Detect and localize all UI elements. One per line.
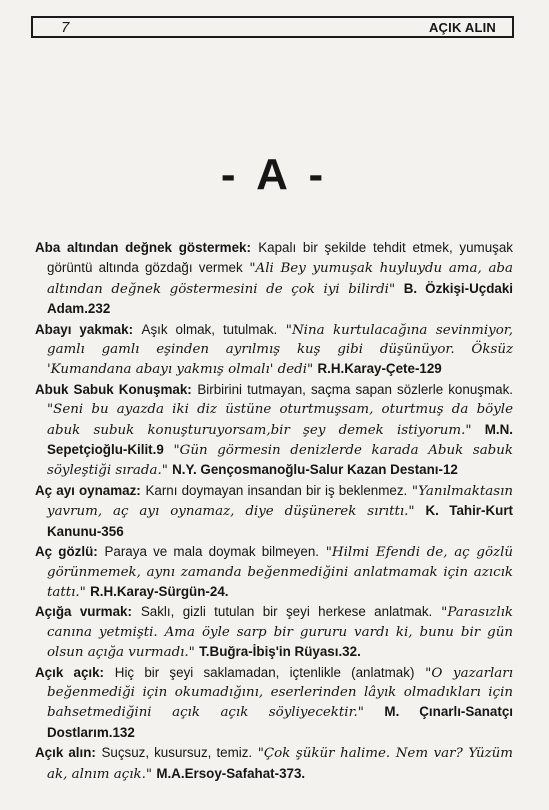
entry-source: M.N. Sepetçioğlu-Kilit.9 [47, 421, 513, 458]
entry [35, 542, 513, 602]
entry-definition: Karnı doymayan insandan bir iş beklenmez. [145, 482, 408, 498]
entry [35, 743, 513, 784]
entry [35, 380, 513, 481]
entry-term: Aç ayı oynamaz: [35, 482, 141, 498]
entry-quote: "Seni bu ayazda iki diz üstüne oturtmuşsam, oturtmuş da böyle abuk subuk konuşturuyorsam,bir şey demek istiyorum." [47, 402, 513, 438]
entry-source: M.A.Ersoy-Safahat-373. [156, 765, 306, 781]
entry-quote: "O yazarları beğenmediği için okumadığını, eserlerinden lâyık olmadıkları için bahsetmediğini açık açık söyliyecektir." [47, 665, 513, 721]
entry-definition: Birbirini tutmayan, saçma sapan sözlerle konuşmak. [197, 381, 513, 397]
entry-definition: Saklı, gizli tutulan bir şeyi herkese anlatmak. [140, 604, 433, 620]
entry [35, 481, 513, 542]
entry-definition: Aşık olmak, tutulmak. [141, 321, 278, 337]
entry-source: R.H.Karay-Çete-129 [317, 361, 442, 377]
entry-quote: "Yanılmaktasın yavrum, aç ayı oynamaz, diye düşünerek sırıttı." [47, 483, 513, 520]
entry-source: R.H.Karay-Sürgün-24. [90, 583, 229, 599]
entry-definition: Paraya ve mala doymak bilmeyen. [104, 544, 320, 560]
section-letter: - A - [220, 150, 329, 199]
entry [35, 320, 513, 380]
entry-source: K. Tahir-Kurt Kanunu-356 [47, 503, 513, 539]
entry-definition: Suçsuz, kusursuz, temiz. [101, 745, 253, 761]
entry-definition: Hiç bir şeyi saklamadan, içtenlikle (anlatmak) [114, 664, 415, 680]
page-header [31, 16, 514, 38]
entry-quote: "Hilmi Efendi de, aç gözlü görünmemek, aynı zamanda beğenmediğini anlatmamak için azıcık tattı." [47, 545, 513, 600]
entry-term: Abayı yakmak: [35, 321, 134, 337]
entry-quote-2: "Gün görmesin denizlerde karada Abuk sabuk söyleştiği sırada." [47, 443, 513, 479]
entry [35, 602, 513, 662]
entry-quote: "Çok şükür halime. Nem var? Yüzüm ak, alnım açık." [47, 746, 513, 782]
entry-term: Aç gözlü: [35, 544, 98, 560]
entry-source: T.Buğra-İbiş'in Rüyası.32. [199, 644, 361, 660]
running-head: AÇIK ALIN [428, 20, 496, 35]
entry-source: B. Özkişi-Uçdaki Adam.232 [47, 280, 513, 317]
entry-term: Abuk Sabuk Konuşmak: [35, 381, 192, 397]
entry-term: Açığa vurmak: [35, 604, 132, 620]
entry-term: Aba altından değnek göstermek: [35, 240, 251, 255]
entry [35, 663, 513, 744]
entry-quote: "Ali Bey yumuşak huyluydu ama, aba altından değnek göstermesini de çok iyi bilirdi" [47, 261, 513, 297]
entry-quote: "Parasızlık canına yetmişti. Ama öyle sarp bir gururu vardı ki, bunu bir gün olsun açığa vurmadı." [47, 605, 513, 661]
page-number: 7 [61, 19, 70, 36]
entry-term: Açık alın: [35, 745, 96, 761]
entry-definition: Kapalı bir şekilde tehdit etmek, yumuşak görüntü altında gözdağı vermek [47, 240, 513, 276]
entry-source-2: N.Y. Gençosmanoğlu-Salur Kazan Destanı-12 [172, 462, 458, 478]
dictionary-entries [35, 238, 513, 784]
entry-term: Açık açık: [35, 664, 105, 680]
entry-quote: "Nina kurtulacağına sevinmiyor, gamlı gamlı eşinden ayrılmış kuş gibi düşünüyor. Öksüz 'Kumandana abayı yakmış olmalı' dedi" [47, 322, 513, 378]
entry [35, 238, 513, 320]
entry-source: M. Çınarlı-Sanatçı Dostlarım.132 [47, 704, 514, 740]
